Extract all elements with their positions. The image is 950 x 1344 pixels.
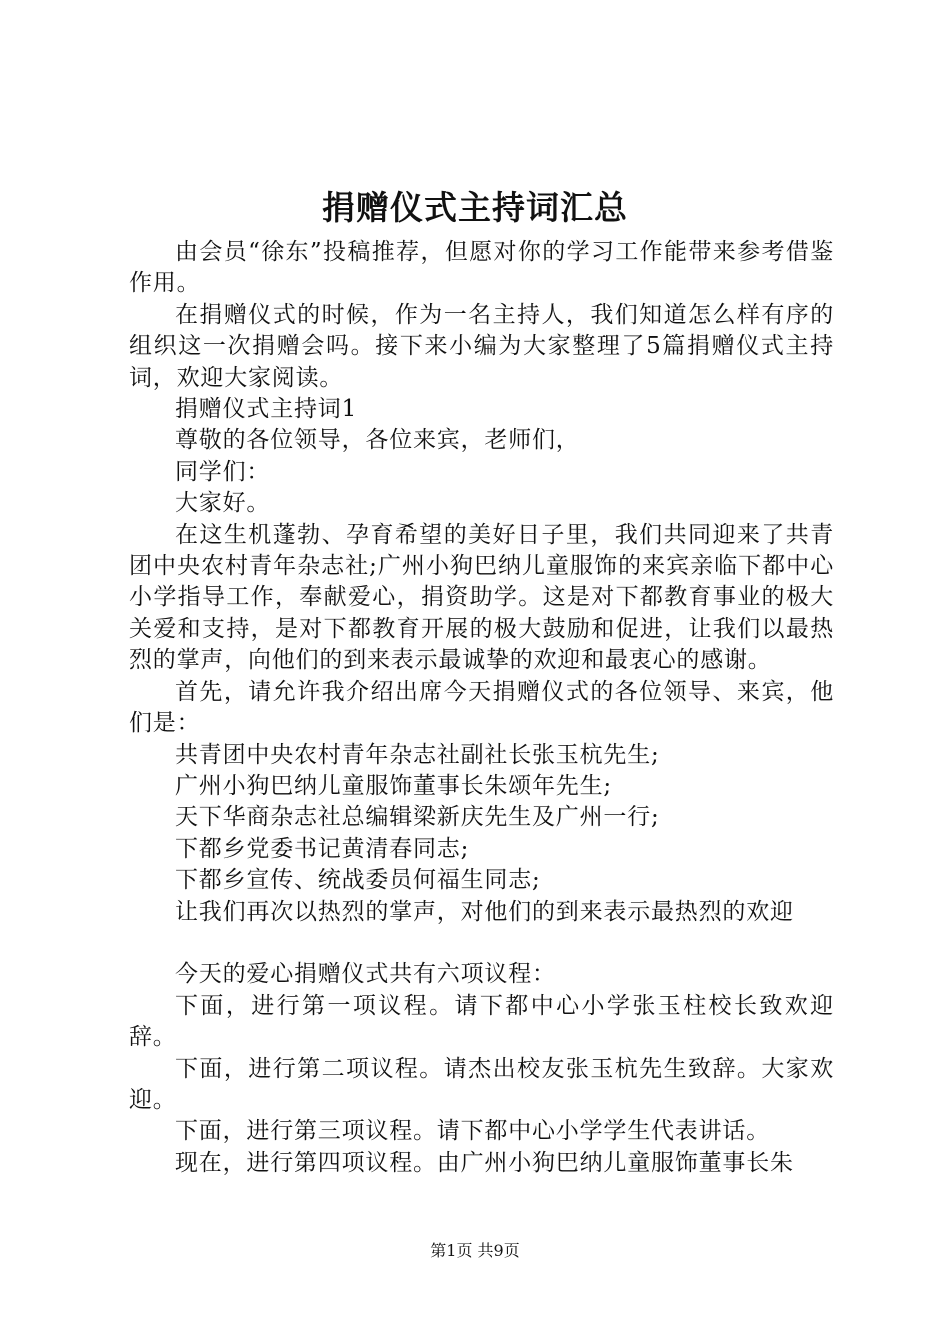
paragraph: 下都乡党委书记黄清春同志; [175, 835, 470, 862]
paragraph: 天下华商杂志社总编辑梁新庆先生及广州一行; [175, 804, 660, 831]
paragraph: 在这生机蓬勃、孕育希望的美好日子里，我们共同迎来了共青团中央农村青年杂志社;广州小狗巴纳儿童服饰的来宾亲临下都中心小学指导工作，奉献爱心，捐资助学。这是对下都教育事业的极大关爱和支持，是对下都教育开展的极大鼓励和促进，让我们以最热烈的掌声，向他们的到来表示最诚挚的欢迎和最衷心的感谢。 [129, 521, 834, 674]
document-title: 捐赠仪式主持词汇总 [322, 188, 628, 227]
paragraph: 下都乡宣传、统战委员何福生同志; [175, 867, 541, 894]
paragraph: 首先，请允许我介绍出席今天捐赠仪式的各位领导、来宾，他们是： [129, 678, 834, 737]
blank-line [129, 928, 834, 959]
paragraph: 大家好。 [175, 490, 271, 517]
paragraph: 下面，进行第二项议程。请杰出校友张玉杭先生致辞。大家欢迎。 [129, 1055, 834, 1113]
paragraph: 广州小狗巴纳儿童服饰董事长朱颂年先生; [175, 772, 612, 799]
paragraph: 捐赠仪式主持词1 [175, 396, 358, 423]
paragraph: 共青团中央农村青年杂志社副社长张玉杭先生; [175, 741, 660, 768]
paragraph: 由会员“徐东”投稿推荐，但愿对你的学习工作能带来参考借鉴作用。 [129, 239, 834, 297]
document-body [129, 237, 834, 1179]
paragraph: 尊敬的各位领导，各位来宾，老师们， [175, 427, 580, 454]
page-footer: 第1页 共9页 [430, 1241, 520, 1260]
paragraph: 同学们： [175, 458, 271, 485]
paragraph: 今天的爱心捐赠仪式共有六项议程： [175, 961, 556, 988]
paragraph: 在捐赠仪式的时候，作为一名主持人，我们知道怎么样有序的组织这一次捐赠会吗。接下来小编为大家整理了5篇捐赠仪式主持词，欢迎大家阅读。 [129, 301, 834, 391]
paragraph: 让我们再次以热烈的掌声，对他们的到来表示最热烈的欢迎 [175, 898, 794, 925]
paragraph: 现在，进行第四项议程。由广州小狗巴纳儿童服饰董事长朱 [175, 1149, 794, 1176]
paragraph: 下面，进行第一项议程。请下都中心小学张玉柱校长致欢迎辞。 [129, 992, 834, 1051]
paragraph: 下面，进行第三项议程。请下都中心小学学生代表讲话。 [175, 1118, 770, 1145]
